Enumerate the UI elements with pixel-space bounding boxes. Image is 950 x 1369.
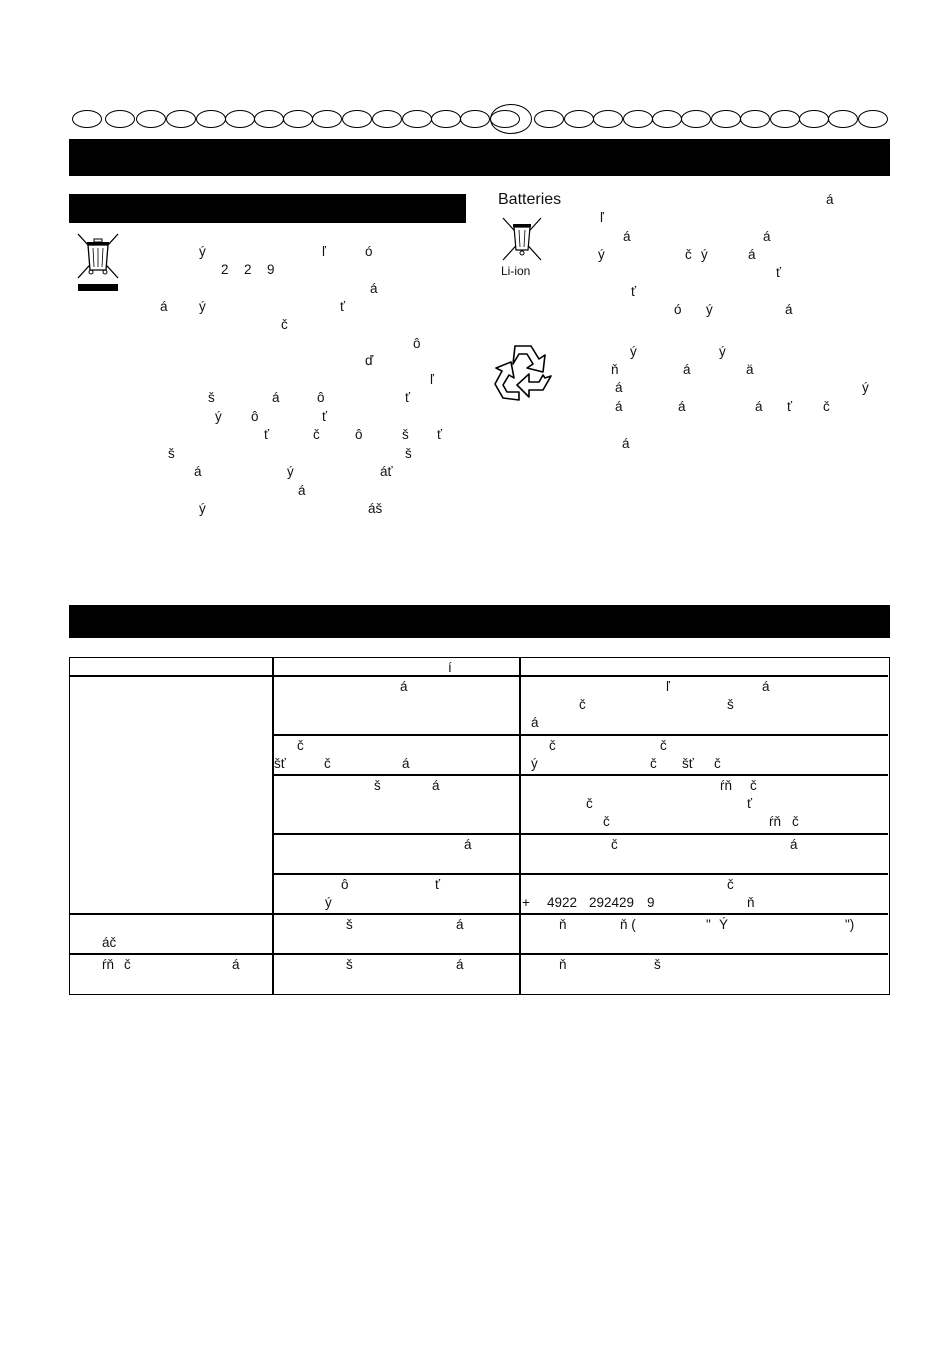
- disposal-fragment: ô: [317, 390, 325, 405]
- disposal-fragment: á: [160, 299, 168, 314]
- table-cell-text: č: [579, 697, 586, 712]
- table-cell-text: ň: [747, 895, 755, 910]
- table-cell-text: č: [549, 738, 556, 753]
- table-cell-text: č: [727, 877, 734, 892]
- battery-bin-icon: [501, 216, 543, 262]
- table-cell-text: á: [402, 756, 410, 771]
- recycling-icon: [489, 340, 559, 410]
- batteries-fragment: á: [623, 229, 631, 244]
- disposal-fragment: š: [208, 390, 215, 405]
- recycling-fragment: á: [678, 399, 686, 414]
- language-tab[interactable]: [342, 110, 372, 128]
- table-cell-text: š: [654, 957, 661, 972]
- table-cell-text: ň: [559, 957, 567, 972]
- disposal-fragment: č: [281, 317, 288, 332]
- language-tab[interactable]: [254, 110, 284, 128]
- table-cell-text: č: [586, 796, 593, 811]
- language-tab[interactable]: [858, 110, 888, 128]
- language-tabs: [72, 108, 890, 132]
- language-tab[interactable]: [652, 110, 682, 128]
- disposal-fragment: ý: [199, 501, 206, 516]
- language-tab[interactable]: [740, 110, 770, 128]
- disposal-fragment: ť: [340, 299, 346, 314]
- language-tab[interactable]: [372, 110, 402, 128]
- language-tab[interactable]: [490, 110, 520, 128]
- disposal-fragment: č: [313, 427, 320, 442]
- language-tab[interactable]: [460, 110, 490, 128]
- disposal-fragment: ý: [199, 244, 206, 259]
- language-tab[interactable]: [196, 110, 226, 128]
- table-cell-text: ý: [531, 756, 538, 771]
- batteries-fragment: á: [763, 229, 771, 244]
- recycling-fragment: ť: [787, 399, 793, 414]
- table-cell-text: "): [845, 917, 855, 932]
- table-cell-text: č: [792, 814, 799, 829]
- table-cell-text: ŕň: [769, 814, 782, 829]
- table-cell-text: šť: [682, 756, 694, 771]
- table-cell-text: á: [232, 957, 240, 972]
- disposal-fragment: áť: [380, 464, 393, 479]
- table-cell-text: 292429: [589, 895, 635, 910]
- section-banner: [69, 139, 890, 176]
- batteries-fragment: á: [826, 192, 834, 207]
- language-tab[interactable]: [283, 110, 313, 128]
- table-cell-text: á: [456, 917, 464, 932]
- language-tab[interactable]: [431, 110, 461, 128]
- language-tab[interactable]: [136, 110, 166, 128]
- batteries-fragment: č: [685, 247, 692, 262]
- table-cell-text: á: [432, 778, 440, 793]
- table-cell-text: ľ: [666, 679, 670, 694]
- disposal-fragment: 9: [267, 262, 275, 277]
- recycling-fragment: á: [683, 362, 691, 377]
- table-cell-text: ť: [747, 796, 753, 811]
- table-cell-text: ň: [559, 917, 567, 932]
- batteries-fragment: ľ: [600, 210, 604, 225]
- disposal-fragment: ť: [437, 427, 443, 442]
- table-cell-text: š: [727, 697, 734, 712]
- language-tab[interactable]: [72, 110, 102, 128]
- disposal-fragment: áš: [368, 501, 383, 516]
- table-cell-text: š: [346, 917, 353, 932]
- table-cell-text: č: [650, 756, 657, 771]
- disposal-fragment: á: [194, 464, 202, 479]
- table-cell-text: ý: [325, 895, 332, 910]
- table-cell-text: ô: [341, 877, 349, 892]
- disposal-fragment: ó: [365, 244, 373, 259]
- recycling-fragment: ý: [630, 344, 637, 359]
- language-tab[interactable]: [225, 110, 255, 128]
- disposal-fragment: ý: [199, 299, 206, 314]
- disposal-fragment: ô: [413, 336, 421, 351]
- recycling-fragment: ä: [746, 362, 754, 377]
- recycling-fragment: á: [622, 436, 630, 451]
- table-cell-text: č: [750, 778, 757, 793]
- recycling-fragment: ň: [611, 362, 619, 377]
- table-cell-text: č: [603, 814, 610, 829]
- disposal-fragment: ť: [322, 409, 328, 424]
- batteries-fragment: á: [748, 247, 756, 262]
- table-cell-text: č: [611, 837, 618, 852]
- disposal-heading-bar: [69, 194, 466, 223]
- disposal-fragment: ý: [287, 464, 294, 479]
- table-cell-text: á: [790, 837, 798, 852]
- table-cell-text: á: [762, 679, 770, 694]
- disposal-fragment: š: [402, 427, 409, 442]
- table-cell-text: š: [374, 778, 381, 793]
- table-cell-text: č: [124, 957, 131, 972]
- recycling-fragment: á: [755, 399, 763, 414]
- recycling-fragment: á: [615, 380, 623, 395]
- batteries-title: Batteries: [498, 191, 562, 208]
- batteries-fragment: ý: [598, 247, 605, 262]
- batteries-fragment: ý: [706, 302, 713, 317]
- disposal-fragment: ť: [405, 390, 411, 405]
- batteries-fragment: ť: [776, 265, 782, 280]
- table-cell-text: ň (: [620, 917, 636, 932]
- recycling-fragment: ý: [719, 344, 726, 359]
- table-cell-text: č: [297, 738, 304, 753]
- batteries-fragment: ý: [701, 247, 708, 262]
- table-cell-text: á: [456, 957, 464, 972]
- table-header-cause: í: [448, 660, 452, 675]
- disposal-fragment: ý: [215, 409, 222, 424]
- language-tab[interactable]: [402, 110, 432, 128]
- batteries-fragment: á: [785, 302, 793, 317]
- disposal-fragment: ľ: [322, 244, 326, 259]
- disposal-fragment: á: [298, 483, 306, 498]
- language-tab[interactable]: [828, 110, 858, 128]
- disposal-fragment: š: [405, 446, 412, 461]
- recycling-fragment: ý: [862, 380, 869, 395]
- disposal-fragment: ô: [251, 409, 259, 424]
- disposal-fragment: 2: [244, 262, 252, 277]
- disposal-fragment: á: [370, 281, 378, 296]
- table-cell-text: á: [464, 837, 472, 852]
- language-tab[interactable]: [312, 110, 342, 128]
- disposal-fragment: á: [272, 390, 280, 405]
- language-tab[interactable]: [105, 110, 135, 128]
- recycling-fragment: č: [823, 399, 830, 414]
- language-tab[interactable]: [534, 110, 564, 128]
- language-tab[interactable]: [770, 110, 800, 128]
- disposal-fragment: ľ: [430, 372, 434, 387]
- table-cell-text: ": [706, 917, 711, 932]
- language-tab[interactable]: [166, 110, 196, 128]
- batteries-fragment: ť: [631, 284, 637, 299]
- batteries-fragment: ó: [674, 302, 682, 317]
- crossed-bin-icon: [74, 232, 122, 294]
- disposal-fragment: ď: [365, 353, 374, 368]
- table-cell-text: č: [660, 738, 667, 753]
- table-cell-text: ŕň: [720, 778, 733, 793]
- table-cell-text: 4922: [547, 895, 578, 910]
- language-tab[interactable]: [799, 110, 829, 128]
- li-ion-label: Li-ion: [501, 264, 531, 278]
- table-cell-text: á: [400, 679, 408, 694]
- table-cell-text: č: [324, 756, 331, 771]
- disposal-fragment: ť: [264, 427, 270, 442]
- disposal-fragment: š: [168, 446, 175, 461]
- language-tab[interactable]: [593, 110, 623, 128]
- language-tab[interactable]: [623, 110, 653, 128]
- recycling-fragment: á: [615, 399, 623, 414]
- table-cell-text: ť: [435, 877, 441, 892]
- table-cell-text: +: [522, 895, 530, 910]
- language-tab[interactable]: [711, 110, 741, 128]
- disposal-fragment: 2: [221, 262, 229, 277]
- troubleshooting-banner: [69, 605, 890, 638]
- table-cell-text: š: [346, 957, 353, 972]
- table-cell-text: šť: [274, 756, 286, 771]
- table-cell-text: č: [714, 756, 721, 771]
- table-cell-text: Ý: [719, 917, 729, 932]
- troubleshooting-table: [69, 657, 890, 995]
- disposal-fragment: ô: [355, 427, 363, 442]
- table-cell-text: ŕň: [102, 957, 115, 972]
- table-cell-text: áč: [102, 935, 117, 950]
- table-cell-text: 9: [647, 895, 655, 910]
- language-tab[interactable]: [564, 110, 594, 128]
- language-tab[interactable]: [681, 110, 711, 128]
- table-cell-text: á: [531, 715, 539, 730]
